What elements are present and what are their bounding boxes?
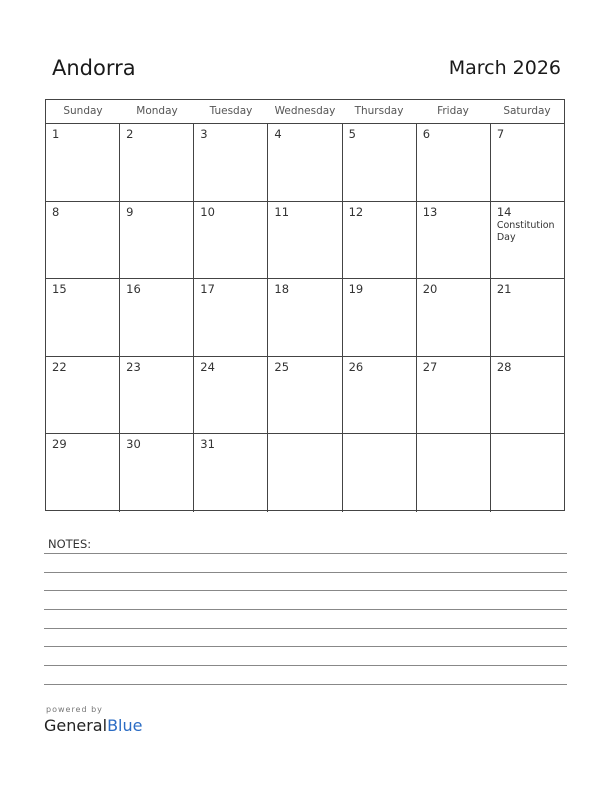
day-number: 20	[422, 282, 438, 297]
notes-line	[44, 572, 567, 573]
notes-line	[44, 665, 567, 666]
day-cell	[120, 202, 194, 279]
day-cell	[120, 124, 194, 201]
day-cell	[491, 124, 564, 201]
day-cell	[343, 124, 417, 201]
week-row-5	[46, 434, 564, 512]
day-cell	[194, 279, 268, 356]
notes-label: NOTES:	[48, 537, 92, 551]
brand-blue-text: Blue	[107, 716, 143, 735]
day-number: 2	[126, 127, 134, 141]
day-cell	[268, 357, 342, 434]
day-number: 4	[274, 127, 282, 141]
day-cell	[120, 357, 194, 434]
day-cell	[46, 279, 120, 356]
day-number: 16	[126, 282, 141, 297]
day-cell	[194, 202, 268, 279]
day-cell	[417, 357, 491, 434]
dow-monday: Monday	[136, 105, 178, 117]
day-cell	[417, 124, 491, 201]
day-cell	[491, 202, 564, 279]
day-cell	[491, 357, 564, 434]
notes-line	[44, 553, 567, 554]
dow-thursday: Thursday	[354, 105, 404, 117]
day-cell	[46, 124, 120, 201]
day-number: 21	[496, 282, 512, 297]
country-title: Andorra	[52, 56, 136, 80]
day-number: 30	[126, 437, 141, 452]
day-cell	[491, 434, 564, 512]
notes-line	[44, 609, 567, 610]
notes-line	[44, 684, 567, 685]
day-number: 3	[200, 127, 208, 141]
dow-sunday: Sunday	[63, 105, 103, 117]
week-row-4	[46, 357, 564, 435]
brand-general-text: General	[44, 716, 108, 735]
day-number: 22	[52, 359, 67, 374]
dow-tuesday: Tuesday	[209, 105, 253, 117]
week-row-1	[46, 124, 564, 202]
day-number: 6	[422, 127, 431, 141]
day-of-week-header	[46, 100, 564, 124]
day-cell	[268, 124, 342, 201]
holiday-label: Constitution Day	[496, 219, 555, 243]
day-cell	[417, 202, 491, 279]
day-number: 27	[422, 359, 438, 374]
month-title: March 2026	[448, 57, 561, 79]
day-number: 25	[274, 359, 290, 374]
day-number: 15	[52, 282, 67, 297]
day-cell	[268, 279, 342, 356]
dow-saturday: Saturday	[503, 105, 551, 117]
calendar-grid	[45, 99, 565, 511]
day-cell	[268, 202, 342, 279]
notes-line	[44, 628, 567, 629]
day-cell	[417, 279, 491, 356]
day-cell	[491, 279, 564, 356]
day-number: 8	[52, 204, 60, 219]
day-cell	[120, 279, 194, 356]
day-number: 10	[200, 204, 215, 219]
day-number: 23	[126, 359, 141, 374]
day-number: 14	[496, 204, 512, 219]
generalblue-logo	[44, 716, 142, 735]
week-row-2	[46, 202, 564, 280]
day-cell	[417, 434, 491, 512]
day-cell	[343, 279, 417, 356]
dow-wednesday: Wednesday	[274, 105, 336, 117]
day-number: 1	[52, 127, 60, 141]
notes-line	[44, 590, 567, 591]
day-number: 18	[274, 282, 290, 297]
day-cell	[46, 434, 120, 512]
day-cell	[343, 434, 417, 512]
day-cell	[46, 202, 120, 279]
day-number: 13	[422, 204, 438, 219]
day-number: 11	[274, 204, 290, 219]
day-cell	[343, 357, 417, 434]
day-number: 5	[348, 127, 356, 141]
day-number: 19	[348, 282, 364, 297]
day-number: 12	[348, 204, 364, 219]
day-number: 24	[200, 359, 215, 374]
day-number: 28	[496, 359, 512, 374]
day-cell	[46, 357, 120, 434]
day-cell	[343, 202, 417, 279]
day-number: 31	[200, 437, 215, 452]
day-number: 7	[496, 127, 505, 141]
notes-line	[44, 646, 567, 647]
day-number: 17	[200, 282, 215, 297]
day-number: 26	[348, 359, 364, 374]
day-cell	[268, 434, 342, 512]
day-number: 9	[126, 204, 134, 219]
day-number: 29	[52, 437, 67, 452]
powered-by-text: powered by	[46, 705, 103, 714]
week-row-3	[46, 279, 564, 357]
day-cell	[120, 434, 194, 512]
day-cell	[194, 357, 268, 434]
day-cell	[194, 124, 268, 201]
dow-friday: Friday	[437, 105, 469, 117]
day-cell	[194, 434, 268, 512]
